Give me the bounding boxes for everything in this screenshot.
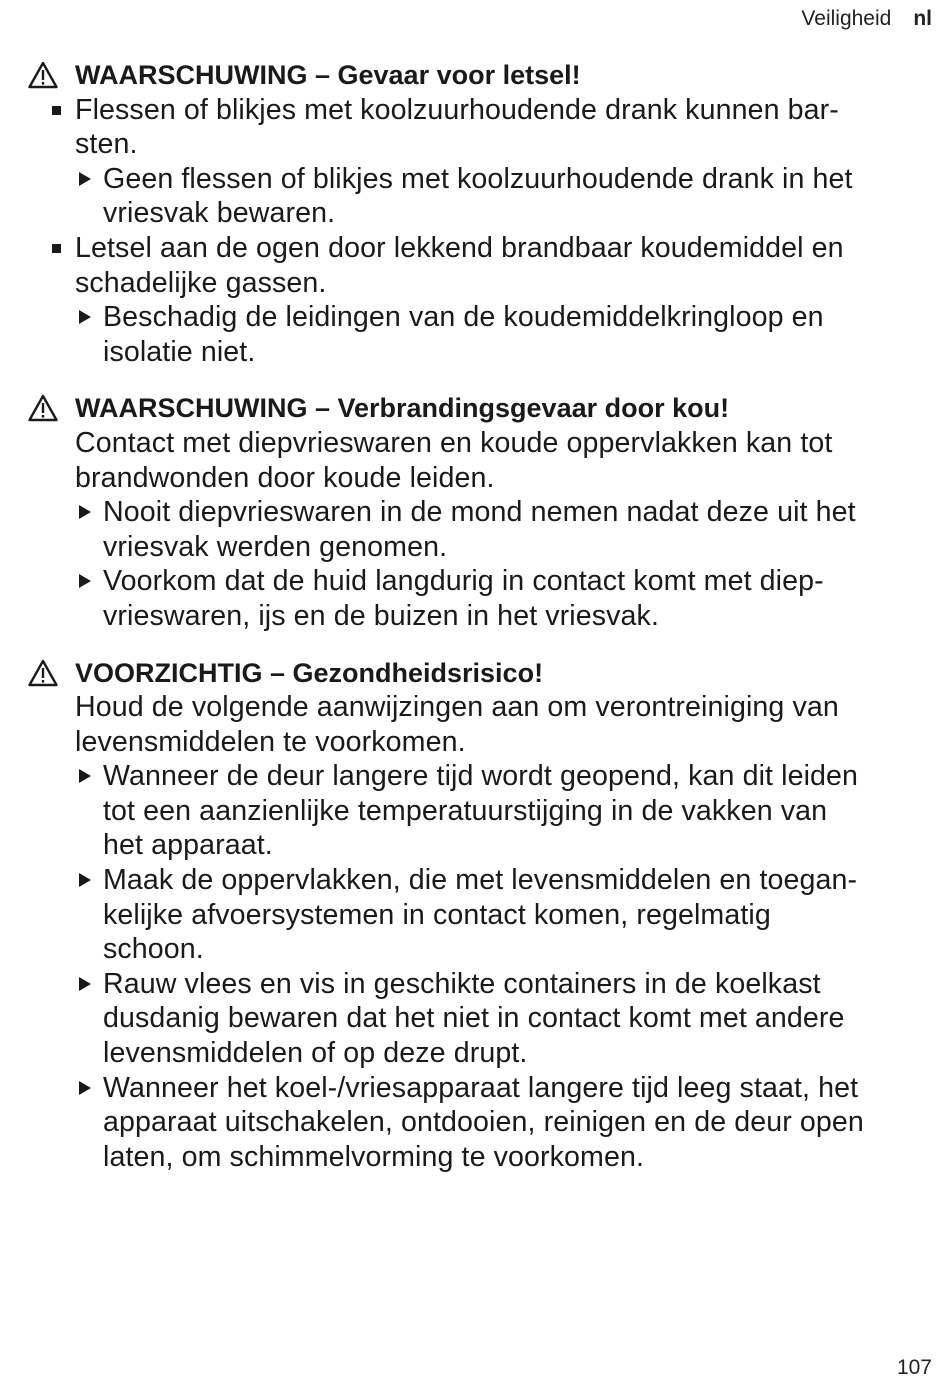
intro-paragraph bbox=[28, 426, 933, 495]
triangle-bullet-icon bbox=[79, 505, 91, 519]
action-item bbox=[28, 863, 933, 967]
square-bullet-icon bbox=[52, 244, 61, 253]
text-line: vriesvak bewaren. bbox=[103, 197, 336, 230]
text-line: Rauw vlees en vis in geschikte containers in de koelkast bbox=[103, 967, 821, 1000]
caution-health-section bbox=[28, 656, 933, 1175]
action-item bbox=[28, 1071, 933, 1175]
triangle-bullet-icon bbox=[79, 1081, 91, 1095]
text-line: het apparaat. bbox=[103, 829, 273, 862]
text-line: Wanneer de deur langere tijd wordt geopend, kan dit leiden bbox=[103, 760, 859, 793]
text-line: Nooit diepvrieswaren in de mond nemen nadat deze uit het bbox=[103, 496, 856, 529]
text-line: levensmiddelen of op deze drupt. bbox=[103, 1037, 528, 1070]
warning-triangle-icon bbox=[28, 61, 58, 89]
text-line: tot een aanzienlijke temperatuurstijging in de vakken van bbox=[103, 794, 828, 827]
action-item bbox=[28, 162, 933, 231]
text-line: Wanneer het koel-/vriesapparaat langere tijd leeg staat, het bbox=[103, 1071, 859, 1104]
section-title: WAARSCHUWING – Verbrandingsgevaar door kou! bbox=[28, 391, 933, 426]
text-line: Geen flessen of blikjes met koolzuurhoudende drank in het bbox=[103, 162, 853, 195]
intro-paragraph bbox=[28, 690, 933, 759]
header-section: Veiligheid bbox=[801, 7, 892, 30]
text-line: Beschadig de leidingen van de koudemiddelkringloop en bbox=[103, 301, 824, 334]
text-line: Letsel aan de ogen door lekkend brandbaar koudemiddel en bbox=[75, 231, 844, 264]
warning-cold-burn-section bbox=[28, 391, 933, 633]
warning-injury-section bbox=[28, 58, 933, 369]
text-line: schoon. bbox=[103, 933, 204, 966]
hazard-bullet bbox=[28, 231, 933, 300]
text-line: vrieswaren, ijs en de buizen in het vriesvak. bbox=[103, 599, 659, 632]
triangle-bullet-icon bbox=[79, 977, 91, 991]
action-item bbox=[28, 759, 933, 863]
triangle-bullet-icon bbox=[79, 310, 91, 324]
warning-triangle-icon bbox=[28, 394, 58, 422]
page-number: 107 bbox=[896, 1356, 932, 1379]
triangle-bullet-icon bbox=[79, 172, 91, 186]
action-item bbox=[28, 967, 933, 1071]
text-line: levensmiddelen te voorkomen. bbox=[75, 725, 466, 758]
text-line: brandwonden door koude leiden. bbox=[75, 461, 495, 494]
text-line: Contact met diepvrieswaren en koude oppervlakken kan tot bbox=[75, 426, 833, 459]
text-line: dusdanig bewaren dat het niet in contact komt met andere bbox=[103, 1002, 845, 1035]
action-item bbox=[28, 564, 933, 633]
running-header bbox=[801, 7, 932, 31]
text-line: laten, om schimmelvorming te voorkomen. bbox=[103, 1140, 645, 1173]
header-language: nl bbox=[913, 7, 932, 30]
text-line: Houd de volgende aanwijzingen aan om verontreiniging van bbox=[75, 691, 839, 724]
triangle-bullet-icon bbox=[79, 873, 91, 887]
text-line: kelijke afvoersystemen in contact komen, regelmatig bbox=[103, 898, 771, 931]
page-content bbox=[28, 58, 933, 1196]
text-line: sten. bbox=[75, 128, 138, 161]
hazard-bullet bbox=[28, 93, 933, 162]
text-line: apparaat uitschakelen, ontdooien, reinigen en de deur open bbox=[103, 1106, 864, 1139]
section-title: WAARSCHUWING – Gevaar voor letsel! bbox=[28, 58, 933, 93]
text-line: schadelijke gassen. bbox=[75, 266, 327, 299]
section-title: VOORZICHTIG – Gezondheidsrisico! bbox=[28, 656, 933, 691]
text-line: Maak de oppervlakken, die met levensmiddelen en toegan- bbox=[103, 864, 858, 897]
action-item bbox=[28, 495, 933, 564]
triangle-bullet-icon bbox=[79, 574, 91, 588]
square-bullet-icon bbox=[52, 106, 61, 115]
text-line: Voorkom dat de huid langdurig in contact komt met diep- bbox=[103, 565, 824, 598]
text-line: vriesvak werden genomen. bbox=[103, 530, 448, 563]
text-line: isolatie niet. bbox=[103, 335, 256, 368]
triangle-bullet-icon bbox=[79, 769, 91, 783]
warning-triangle-icon bbox=[28, 659, 58, 687]
action-item bbox=[28, 300, 933, 369]
text-line: Flessen of blikjes met koolzuurhoudende drank kunnen bar- bbox=[75, 93, 839, 126]
